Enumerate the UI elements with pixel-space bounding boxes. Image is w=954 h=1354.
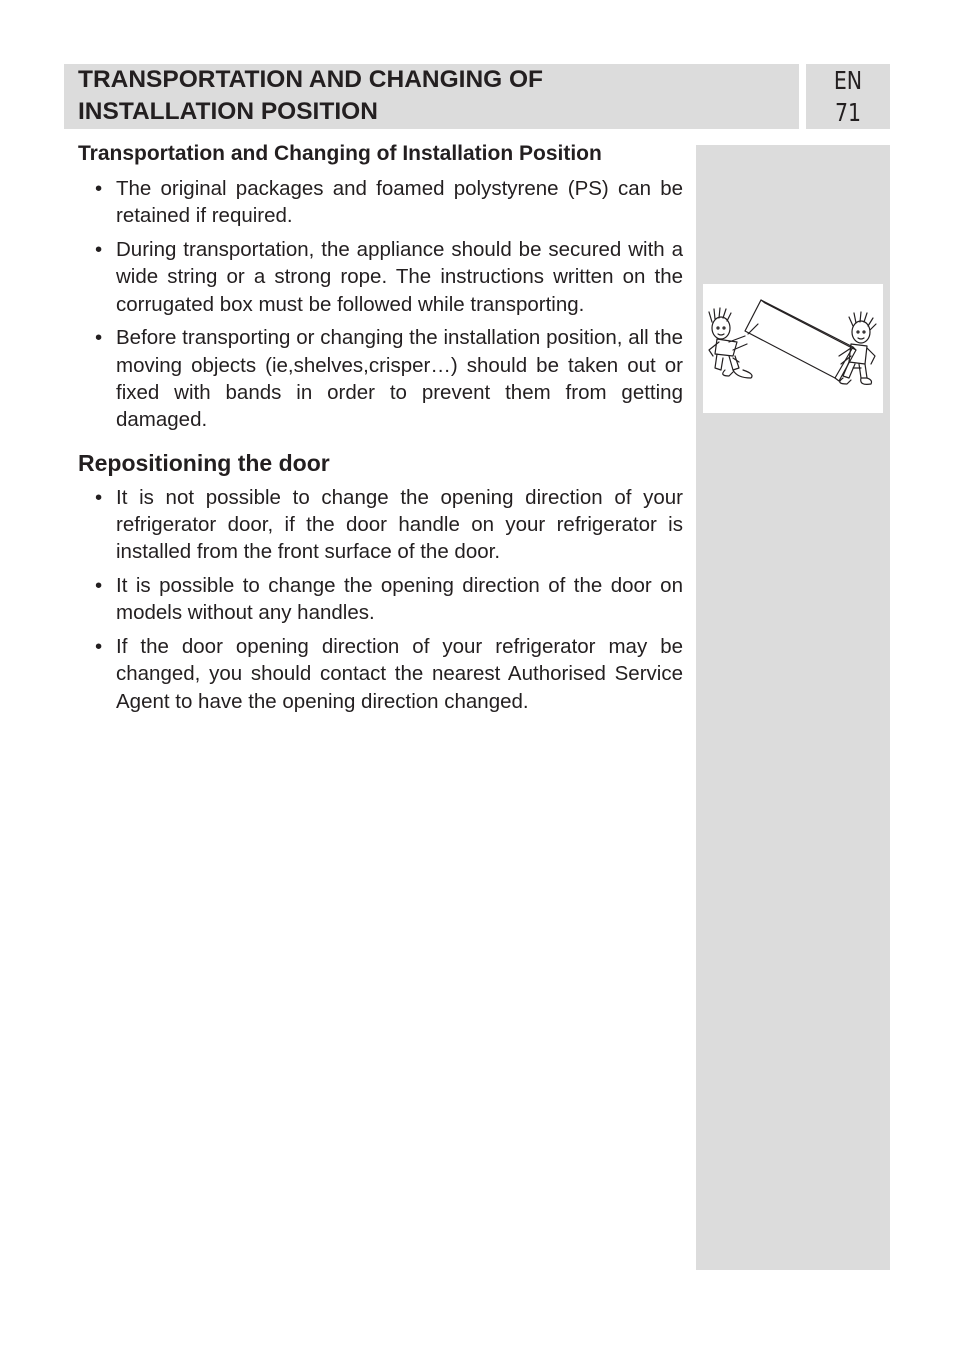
bullet: • bbox=[95, 177, 103, 200]
transportation-list bbox=[78, 175, 683, 434]
repositioning-door-list bbox=[78, 484, 683, 715]
page-title-line-2: INSTALLATION POSITION bbox=[78, 98, 378, 125]
page-title bbox=[78, 64, 778, 128]
list-item-text: The original packages and foamed polystyrene (PS) can be retained if required. bbox=[116, 177, 683, 228]
main-content bbox=[78, 140, 683, 722]
page-title-line-1: TRANSPORTATION AND CHANGING OF bbox=[78, 66, 544, 93]
bullet: • bbox=[95, 635, 103, 659]
language-code: EN bbox=[833, 66, 863, 95]
page-number: 71 bbox=[834, 98, 862, 127]
list-item-text: If the door opening direction of your refrigerator may be changed, you should contact the nearest Authorised Service Agent to have the opening direction changed. bbox=[116, 635, 683, 713]
list-item bbox=[78, 175, 683, 230]
list-item bbox=[78, 236, 683, 318]
two-people-carrying-refrigerator-icon bbox=[703, 284, 883, 413]
page-header bbox=[64, 64, 799, 129]
bullet: • bbox=[95, 574, 103, 598]
list-item bbox=[78, 484, 683, 566]
section-heading-repositioning-door: Repositioning the door bbox=[78, 449, 330, 476]
list-item-text: Before transporting or changing the installation position, all the moving objects (ie,shelves,crisper…) should be taken out or fixed with bands in order to prevent them from getting damaged. bbox=[116, 326, 683, 432]
section-heading-transportation: Transportation and Changing of Installation Position bbox=[78, 142, 602, 165]
list-item bbox=[78, 633, 683, 715]
list-item bbox=[78, 324, 683, 433]
list-item-text: During transportation, the appliance should be secured with a wide string or a strong rope. The instructions written on the corrugated box must be followed while transporting. bbox=[116, 238, 683, 316]
language-page-box bbox=[806, 64, 890, 129]
list-item bbox=[78, 572, 683, 627]
bullet: • bbox=[95, 485, 103, 509]
bullet: • bbox=[95, 238, 103, 262]
list-item-text: It is possible to change the opening direction of the door on models without any handles. bbox=[116, 574, 683, 625]
list-item-text: It is not possible to change the opening direction of your refrigerator door, if the door handle on your refrigerator is installed from the front surface of the door. bbox=[116, 485, 683, 564]
bullet: • bbox=[95, 326, 103, 350]
